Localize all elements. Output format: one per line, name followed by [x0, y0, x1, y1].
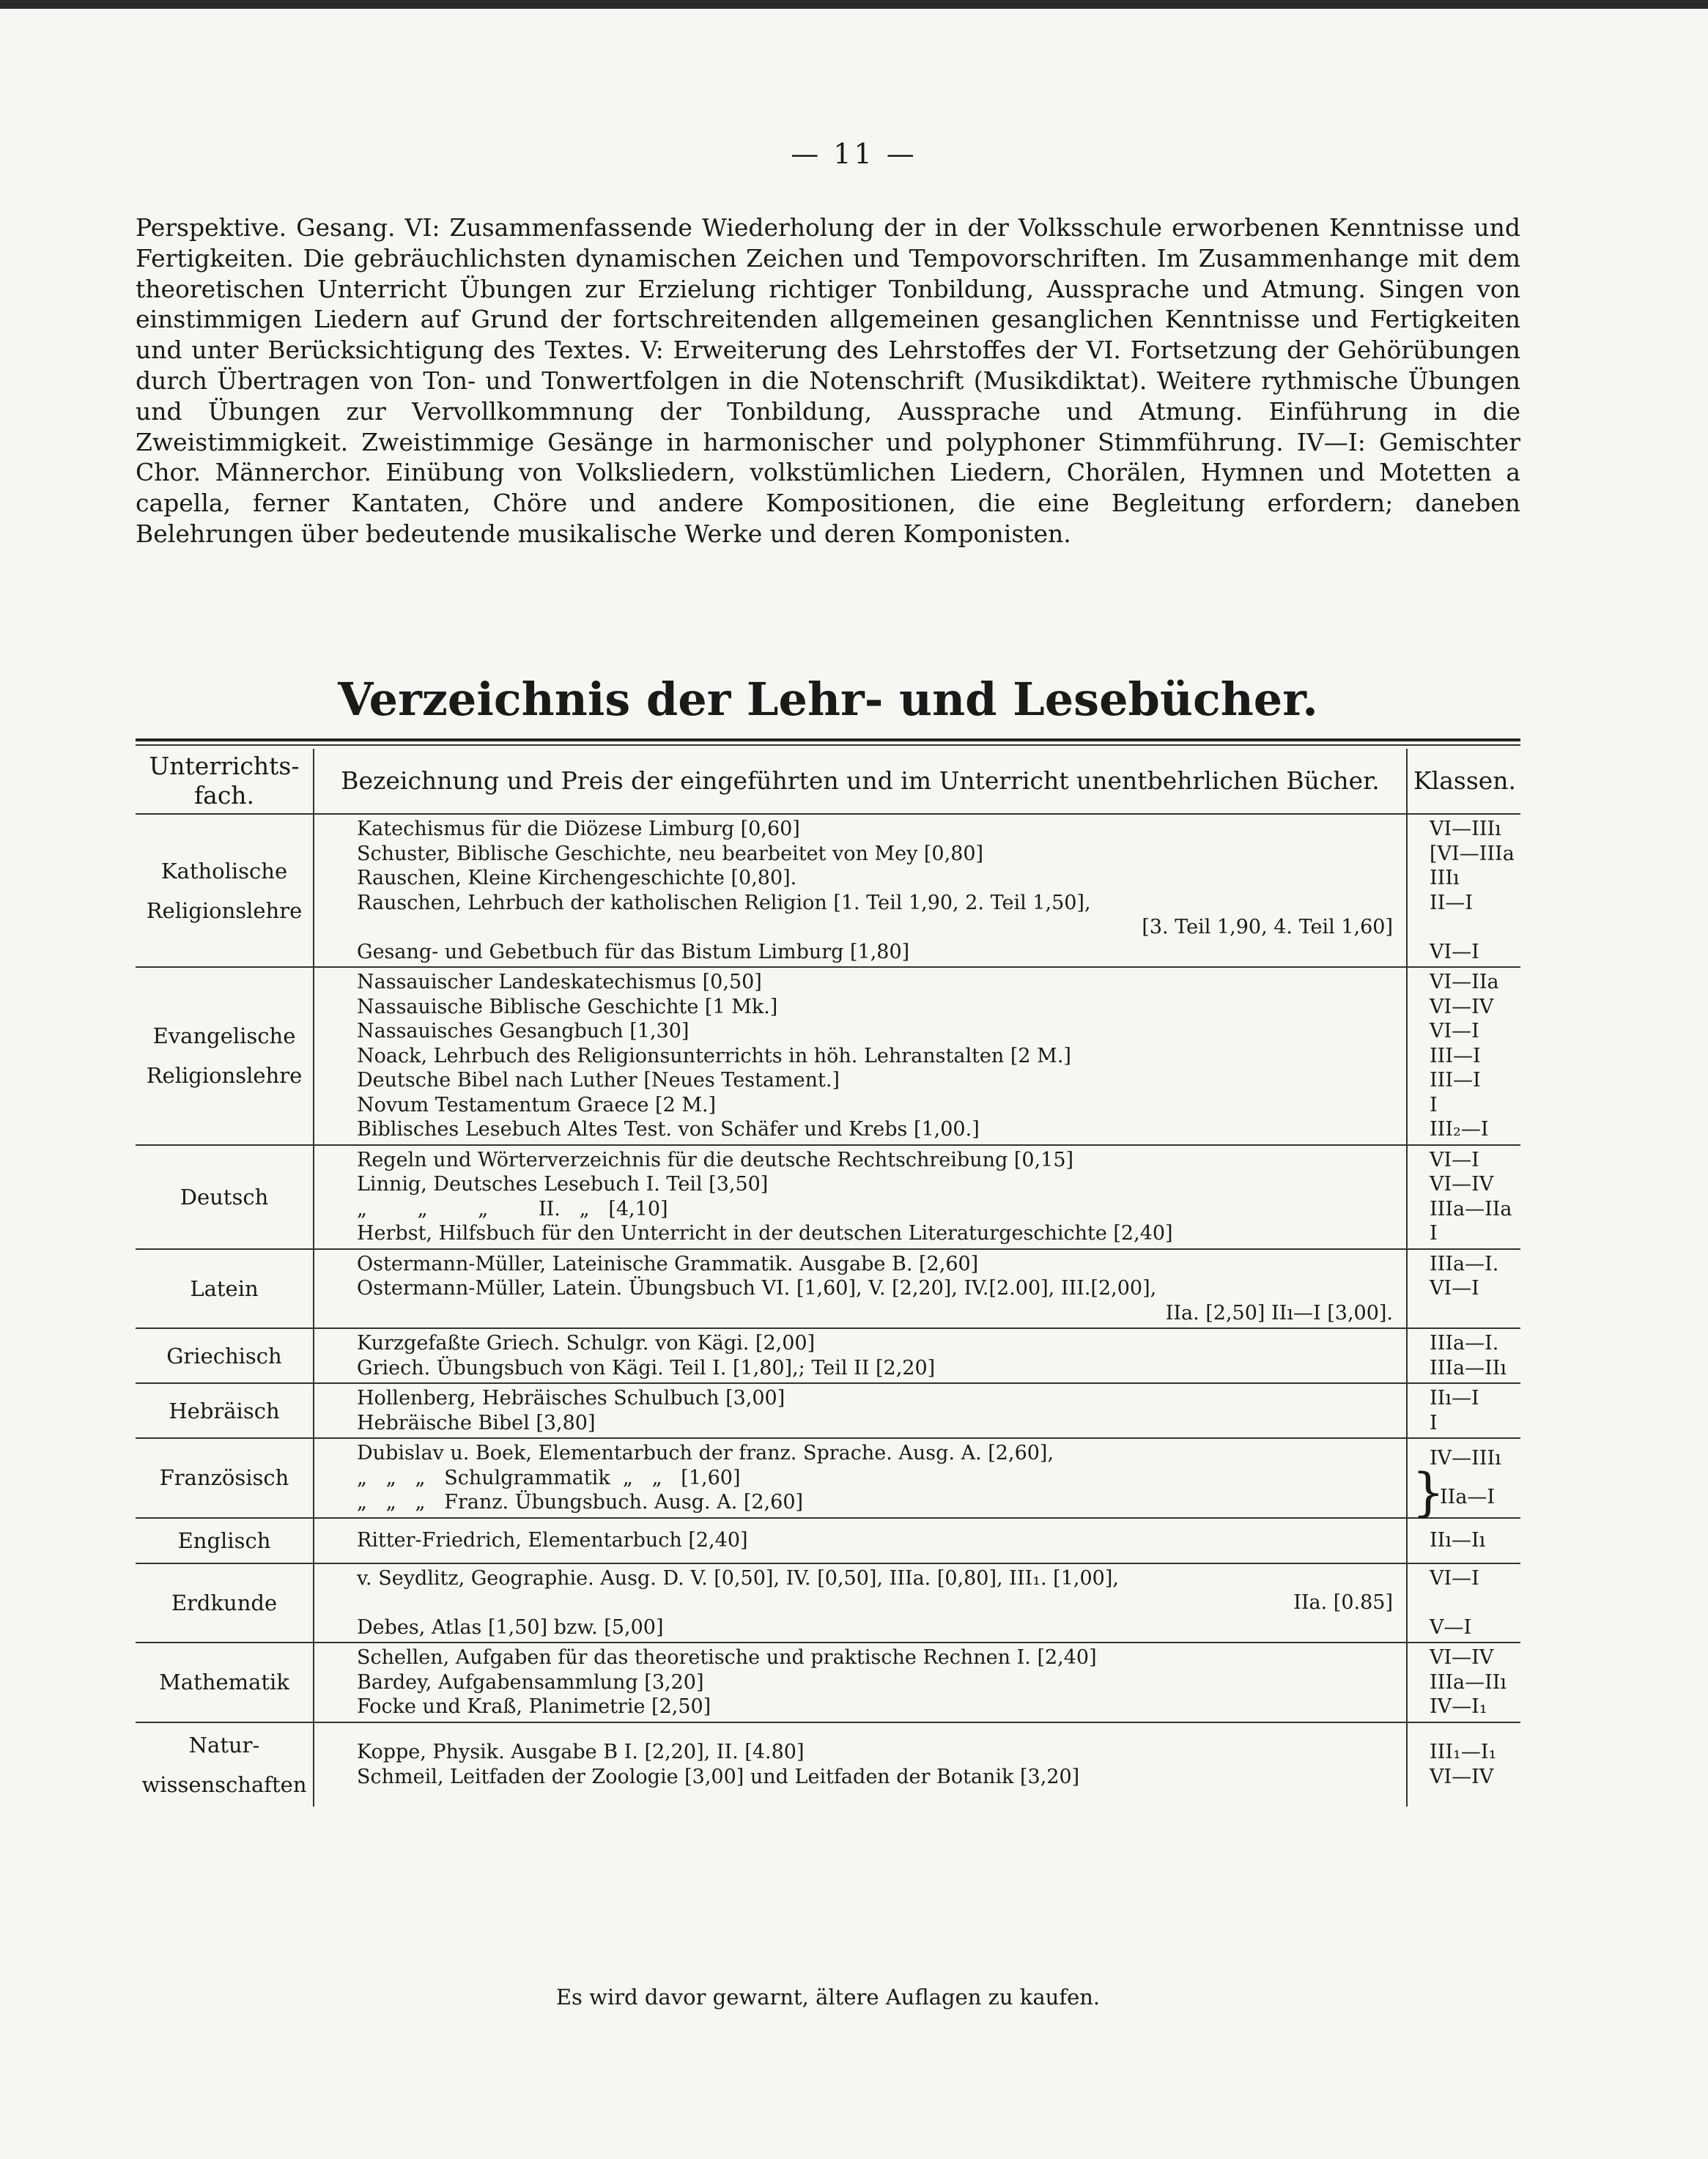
book-line: Katechismus für die Diözese Limburg [0,60]	[357, 818, 800, 840]
book-line: Debes, Atlas [1,50] bzw. [5,00]	[357, 1615, 664, 1639]
class-line: VI—IIIı	[1430, 818, 1501, 840]
book-line: Linnig, Deutsches Lesebuch I. Teil [3,50]	[357, 1173, 769, 1196]
book-line: IIa. [2,50] IIı—I [3,00].	[1165, 1301, 1393, 1325]
book-line: Hebräische Bibel [3,80]	[357, 1411, 596, 1434]
book-line: Ostermann-Müller, Latein. Übungsbuch VI. [1,60], V. [2,20], IV.[2.00], III.[2,00],	[357, 1277, 1157, 1300]
book-line: Noack, Lehrbuch des Religionsunterrichts in höh. Lehranstalten [2 M.]	[357, 1044, 1071, 1067]
books-cell	[314, 1563, 1407, 1643]
book-line: Deutsche Bibel nach Luther [Neues Testament.]	[357, 1069, 840, 1092]
class-line: III₁—I₁	[1430, 1741, 1497, 1763]
class-line: IIIı	[1430, 867, 1460, 889]
book-line: Ostermann-Müller, Lateinische Grammatik. Ausgabe B. [2,60]	[357, 1252, 979, 1275]
footer-note: Es wird davor gewarnt, ältere Auflagen zu kaufen.	[555, 1985, 1101, 2010]
classes-cell	[1407, 1328, 1520, 1383]
class-line: VI—I	[1430, 1020, 1479, 1043]
section-title: Verzeichnis der Lehr- und Lesebücher.	[338, 673, 1318, 726]
class-line: V—I	[1430, 1615, 1472, 1639]
header-classes: Klassen.	[1407, 749, 1520, 814]
books-cell	[314, 967, 1407, 1145]
class-line	[1430, 915, 1515, 940]
book-line: Regeln und Wörterverzeichnis für die deutsche Rechtschreibung [0,15]	[357, 1148, 1074, 1171]
book-line: Nassauischer Landeskatechismus [0,50]	[357, 971, 762, 993]
table-header-row	[136, 749, 1520, 814]
book-line: „ „ „ II. „ [4,10]	[357, 1197, 668, 1221]
books-cell	[314, 1643, 1407, 1722]
book-line: IIa. [0.85]	[1293, 1591, 1393, 1614]
subject-cell: Evangelische Religionslehre	[136, 967, 314, 1145]
books-cell	[314, 1722, 1407, 1807]
subject-cell: Natur-wissenschaften	[136, 1722, 314, 1807]
book-line: Ritter-Friedrich, Elementarbuch [2,40]	[357, 1528, 748, 1552]
book-line: Kurzgefaßte Griech. Schulgr. von Kägi. [2,00]	[357, 1332, 816, 1355]
books-cell	[314, 1383, 1407, 1438]
classes-cell	[1407, 1383, 1520, 1438]
subject-cell: Hebräisch	[136, 1383, 314, 1438]
book-line: Novum Testamentum Graece [2 M.]	[357, 1093, 717, 1116]
book-line: Herbst, Hilfsbuch für den Unterricht in der deutschen Literaturgeschichte [2,40]	[357, 1222, 1173, 1245]
header-books: Bezeichnung und Preis der eingeführten und im Unterricht unentbehrlichen Bücher.	[314, 749, 1407, 814]
table-row	[136, 1722, 1520, 1807]
book-line: v. Seydlitz, Geographie. Ausg. D. V. [0,50], IV. [0,50], IIIa. [0,80], III₁. [1,00],	[357, 1566, 1119, 1590]
class-line: VI—IV	[1430, 1765, 1494, 1788]
book-line: Rauschen, Kleine Kirchengeschichte [0,80].	[357, 867, 797, 889]
book-line: „ „ „ Franz. Übungsbuch. Ausg. A. [2,60]	[357, 1491, 804, 1514]
class-line: II—I	[1430, 891, 1473, 914]
page-number: — 11 —	[791, 138, 917, 170]
class-line: VI—IV	[1430, 995, 1494, 1018]
class-line: IIIa—I.	[1430, 1252, 1499, 1275]
class-line: VI—I	[1430, 940, 1479, 963]
table-row	[136, 1328, 1520, 1383]
class-line: VI—IV	[1430, 1173, 1494, 1196]
top-border-line	[0, 0, 1708, 9]
right-brace: }	[1412, 1462, 1445, 1522]
book-line: Nassauische Biblische Geschichte [1 Mk.]	[357, 995, 778, 1018]
book-line: Rauschen, Lehrbuch der katholischen Religion [1. Teil 1,90, 2. Teil 1,50],	[357, 891, 1091, 914]
subject-cell: Englisch	[136, 1518, 314, 1563]
books-cell	[314, 1438, 1407, 1518]
table-row	[136, 1518, 1520, 1563]
class-line: VI—I	[1430, 1566, 1479, 1590]
book-line: Nassauisches Gesangbuch [1,30]	[357, 1020, 690, 1043]
subject-cell: Französisch	[136, 1438, 314, 1518]
class-line: VI—IV	[1430, 1646, 1494, 1669]
class-line: IIIa—I.	[1430, 1332, 1499, 1355]
classes-cell	[1407, 1438, 1520, 1522]
book-line: Gesang- und Gebetbuch für das Bistum Limburg [1,80]	[357, 940, 910, 963]
class-line: I	[1430, 1222, 1438, 1245]
class-line: [VI—IIIa	[1430, 842, 1515, 865]
class-line: IIIa—IIı	[1430, 1356, 1507, 1380]
book-line: Schuster, Biblische Geschichte, neu bearbeitet von Mey [0,80]	[357, 842, 984, 865]
book-line: Biblisches Lesebuch Altes Test. von Schäfer und Krebs [1,00.]	[357, 1118, 980, 1141]
class-line: IIı—Iı	[1430, 1528, 1486, 1552]
class-line: IIa—I	[1440, 1486, 1496, 1509]
book-line: Schmeil, Leitfaden der Zoologie [3,00] und Leitfaden der Botanik [3,20]	[357, 1765, 1080, 1788]
table-row	[136, 967, 1520, 1145]
table-row	[136, 1438, 1520, 1518]
books-cell	[314, 814, 1407, 967]
class-line: III—I	[1430, 1069, 1481, 1092]
class-line: I	[1430, 1411, 1438, 1434]
table-row	[136, 1643, 1520, 1722]
book-line: [3. Teil 1,90, 4. Teil 1,60]	[1142, 916, 1393, 938]
table-row	[136, 1383, 1520, 1438]
book-line: Dubislav u. Boek, Elementarbuch der franz. Sprache. Ausg. A. [2,60],	[357, 1442, 1054, 1464]
book-line: Koppe, Physik. Ausgabe B I. [2,20], II. [4.80]	[357, 1741, 805, 1763]
curriculum-paragraph: Perspektive. Gesang. VI: Zusammenfassende Wiederholung der in der Volksschule erworbenen Kenntnisse und Fertigkeiten. Die gebräuchlichsten dynamischen Zeichen und Tempovorschriften. Im Zusammenhange mit dem theoretischen Unterricht Übungen zur Erzielung richtiger Tonbildung, Aussprache und Atmung. Singen von einstimmigen Liedern auf Grund der fortschreitenden allgemeinen gesanglichen Kenntnisse und Fertigkeiten und unter Berücksichtigung des Textes. V: Erweiterung des Lehrstoffes der VI. Fortsetzung der Gehörübungen durch Übertragen von Ton- und Tonwertfolgen in die Notenschrift (Musikdiktat). Weitere rythmische Übungen und Übungen zur Vervollkommnung der Tonbildung, Aussprache und Atmung. Einführung in die Zweistimmigkeit. Zweistimmige Gesänge in harmonischer und polyphoner Stimmführung. IV—I: Gemischter Chor. Männerchor. Einübung von Volksliedern, volkstümlichen Liedern, Chorälen, Hymnen und Motetten a capella, ferner Kantaten, Chöre und andere Kompositionen, die eine Begleitung erfordern; daneben Belehrungen über bedeutende musikalische Werke und deren Komponisten.	[136, 213, 1520, 548]
header-subject: Unterrichts-fach.	[136, 749, 314, 814]
class-line: III—I	[1430, 1044, 1481, 1067]
classes-cell	[1407, 814, 1520, 967]
classes-cell	[1407, 967, 1520, 1145]
classes-cell	[1407, 1563, 1520, 1643]
class-line: VI—I	[1430, 1277, 1479, 1300]
class-line: VI—IIa	[1430, 971, 1499, 993]
table-row	[136, 1145, 1520, 1249]
table-top-rule-thin	[136, 744, 1520, 746]
subject-cell: Mathematik	[136, 1643, 314, 1722]
classes-cell	[1407, 1722, 1520, 1807]
class-line: IV—I₁	[1430, 1695, 1487, 1718]
class-line	[1430, 1590, 1515, 1615]
class-line: I	[1430, 1093, 1438, 1116]
book-line: Focke und Kraß, Planimetrie [2,50]	[357, 1695, 711, 1718]
table-row	[136, 814, 1520, 967]
subject-cell: Latein	[136, 1249, 314, 1329]
class-line: IIIa—IIa	[1430, 1197, 1512, 1221]
class-line: IV—IIIı	[1430, 1446, 1501, 1470]
classes-cell	[1407, 1643, 1520, 1722]
class-line: VI—I	[1430, 1148, 1479, 1171]
class-line: IIIa—IIı	[1430, 1670, 1507, 1694]
class-line	[1430, 1301, 1515, 1326]
subject-cell: Katholische Religionslehre	[136, 814, 314, 967]
book-line: Griech. Übungsbuch von Kägi. Teil I. [1,80],; Teil II [2,20]	[357, 1356, 936, 1380]
classes-cell	[1407, 1518, 1520, 1563]
book-line: Schellen, Aufgaben für das theoretische und praktische Rechnen I. [2,40]	[357, 1646, 1097, 1669]
books-cell	[314, 1145, 1407, 1249]
subject-cell: Erdkunde	[136, 1563, 314, 1643]
book-line: Bardey, Aufgabensammlung [3,20]	[357, 1670, 704, 1694]
book-list-table	[136, 749, 1520, 1807]
book-line: Hollenberg, Hebräisches Schulbuch [3,00]	[357, 1387, 785, 1410]
books-cell	[314, 1518, 1407, 1563]
class-line: IIı—I	[1430, 1387, 1479, 1410]
subject-cell: Deutsch	[136, 1145, 314, 1249]
book-line: „ „ „ Schulgrammatik „ „ [1,60]	[357, 1466, 741, 1489]
class-line: III₂—I	[1430, 1118, 1489, 1141]
classes-cell	[1407, 1145, 1520, 1249]
table-row	[136, 1563, 1520, 1643]
classes-cell	[1407, 1249, 1520, 1329]
table-top-rule	[136, 738, 1520, 741]
subject-cell: Griechisch	[136, 1328, 314, 1383]
table-row	[136, 1249, 1520, 1329]
books-cell	[314, 1249, 1407, 1329]
books-cell	[314, 1328, 1407, 1383]
